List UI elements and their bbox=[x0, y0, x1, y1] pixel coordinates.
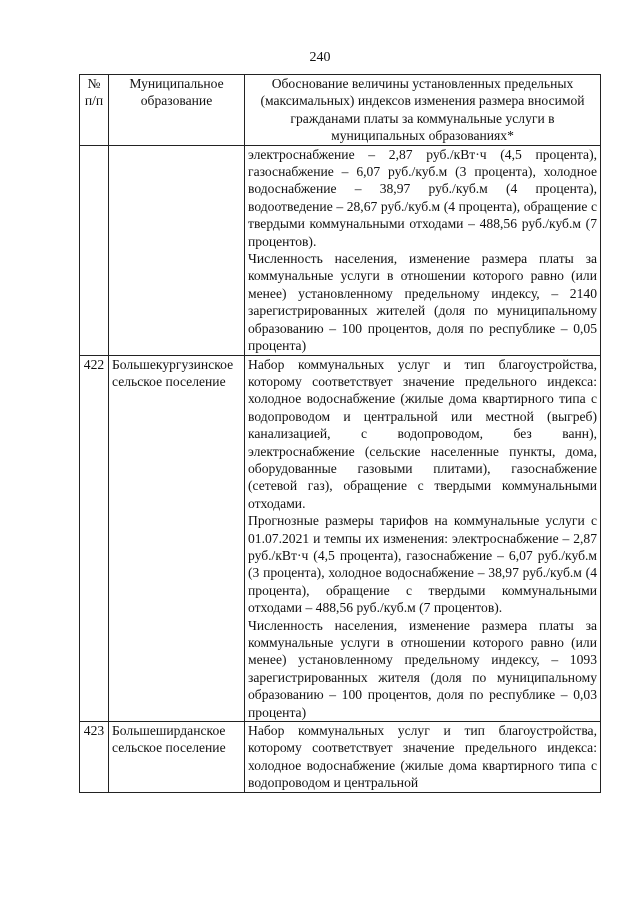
header-num: № п/п bbox=[80, 75, 109, 146]
row-number: 423 bbox=[80, 722, 109, 793]
tariff-justification-table bbox=[79, 74, 601, 793]
header-municipality: Муниципальное образование bbox=[109, 75, 245, 146]
paragraph: Набор коммунальных услуг и тип благоустройства, которому соответствует значение предельного индекса: холодное водоснабжение (жилые дома квартирного типа с водопроводом и центральной bbox=[248, 723, 597, 791]
row-municipality: Большеширданское сельское поселение bbox=[109, 722, 245, 793]
row-number bbox=[80, 145, 109, 355]
paragraph: Численность населения, изменение размера платы за коммунальные услуги в отношении которого равно (или менее) установленному предельному индексу, – 1093 зарегистрированных жителя (доля по муниципальному образованию – 100 процентов, доля по республике – 0,03 процента) bbox=[248, 617, 597, 720]
row-municipality bbox=[109, 145, 245, 355]
header-justification: Обоснование величины установленных предельных (максимальных) индексов изменения размера вносимой гражданами платы за коммунальные услуги в муниципальных образованиях* bbox=[245, 75, 601, 146]
row-justification bbox=[245, 722, 601, 793]
table-header-row bbox=[80, 75, 601, 146]
paragraph: Численность населения, изменение размера платы за коммунальные услуги в отношении которого равно (или менее) установленному предельному индексу, – 2140 зарегистрированных жителей (доля по муниципальному образованию – 100 процентов, доля по республике – 0,05 процента) bbox=[248, 251, 597, 354]
paragraph: Набор коммунальных услуг и тип благоустройства, которому соответствует значение предельного индекса: холодное водоснабжение (жилые дома квартирного типа с водопроводом и центральной или местной (выгреб) канализацией, с водопроводом, без ванн), электроснабжение (сельские населенные пункты, дома, оборудованные газовыми плитами), газоснабжение (сетевой газ), обращение с твердыми коммунальными отходами. bbox=[248, 356, 597, 511]
page-number: 240 bbox=[309, 50, 331, 65]
table-row bbox=[80, 145, 601, 355]
table-row bbox=[80, 722, 601, 793]
row-justification bbox=[245, 145, 601, 355]
table-row bbox=[80, 355, 601, 722]
row-number: 422 bbox=[80, 355, 109, 722]
paragraph: Прогнозные размеры тарифов на коммунальные услуги с 01.07.2021 и темпы их изменения: электроснабжение – 2,87 руб./кВт·ч (4,5 процента), газоснабжение – 6,07 руб./куб.м (3 процента), холодное водоснабжение – 38,97 руб./куб.м (4 процента), обращение с твердыми коммунальными отходами – 488,56 руб./куб.м (7 процентов). bbox=[248, 513, 597, 616]
row-municipality: Большекургузинское сельское поселение bbox=[109, 355, 245, 722]
row-justification bbox=[245, 355, 601, 722]
paragraph: электроснабжение – 2,87 руб./кВт·ч (4,5 процента), газоснабжение – 6,07 руб./куб.м (3 процента), холодное водоснабжение – 38,97 руб./куб.м (4 процента), водоотведение – 28,67 руб./куб.м (4 процента), обращение с твердыми коммунальными отходами – 488,56 руб./куб.м (7 процентов). bbox=[248, 146, 597, 249]
